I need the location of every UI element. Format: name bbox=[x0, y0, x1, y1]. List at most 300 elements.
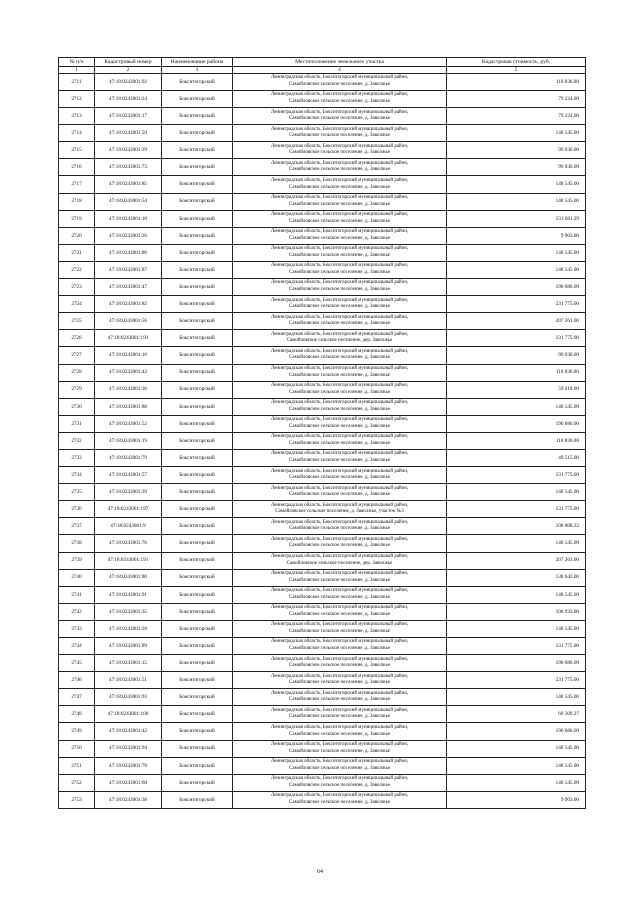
row-number-cell: 2727 bbox=[59, 347, 95, 364]
row-number-cell: 2738 bbox=[59, 535, 95, 552]
location-line-2: Самойловское сельское поселение, д. Заволжье bbox=[289, 714, 390, 720]
row-number-cell: 2749 bbox=[59, 723, 95, 740]
location-line-2: Самойловское сельское поселение, дер. Заволжье bbox=[286, 338, 393, 344]
location-line-2: Самойловское сельское поселение, д. Заволжье bbox=[289, 150, 390, 156]
row-number-cell: 2723 bbox=[59, 279, 95, 296]
row-number-cell: 2737 bbox=[59, 518, 95, 535]
table-row bbox=[59, 227, 586, 244]
district-name-cell: Бокситогорский bbox=[162, 176, 233, 193]
location-line-2: Самойловское сельское поселение, д. Заволжье bbox=[289, 167, 390, 173]
location-line-1: Ленинградская область, Бокситогорский муниципальный район, bbox=[270, 143, 409, 149]
table-row bbox=[59, 210, 586, 227]
cadastral-number-cell: 47:18:0243001:17 bbox=[95, 108, 162, 125]
district-name-cell: Бокситогорский bbox=[162, 108, 233, 125]
location-line-2: Самойловское сельское поселение, д. Заволжье bbox=[289, 201, 390, 207]
location-line-2: Самойловское сельское поселение, д. Заволжье bbox=[289, 748, 390, 754]
table-row bbox=[59, 279, 586, 296]
location-line-2: Самойловское сельское поселение, д. Заволжье bbox=[289, 697, 390, 703]
district-name-cell: Бокситогорский bbox=[162, 484, 233, 501]
location-line-2: Самойловское сельское поселение, д. Заволжье bbox=[289, 799, 390, 805]
row-number-cell: 2750 bbox=[59, 740, 95, 757]
row-number-cell: 2721 bbox=[59, 244, 95, 261]
table-row bbox=[59, 791, 586, 808]
location-cell bbox=[233, 210, 447, 227]
location-line-2: Самойловское сельское поселение, д. Заволжье bbox=[289, 372, 390, 378]
table-row bbox=[59, 347, 586, 364]
district-name-cell: Бокситогорский bbox=[162, 415, 233, 432]
location-cell bbox=[233, 586, 447, 603]
cadastral-number-cell: 47:18:0243001:92 bbox=[95, 73, 162, 90]
location-line-1: Ленинградская область, Бокситогорский муниципальный район, bbox=[270, 451, 409, 457]
location-cell bbox=[233, 313, 447, 330]
cadastral-number-cell: 47:18:0243001:56 bbox=[95, 313, 162, 330]
row-number-cell: 2747 bbox=[59, 689, 95, 706]
location-line-2: Самойловское сельское поселение, д. Заволжье bbox=[289, 355, 390, 361]
cadastral-value-cell: 148 545.00 bbox=[447, 757, 586, 774]
location-line-1: Ленинградская область, Бокситогорский муниципальный район, bbox=[270, 639, 409, 645]
cadastral-value-cell: 99 030.00 bbox=[447, 159, 586, 176]
cadastral-number-cell: 47:18:0243001:76 bbox=[95, 535, 162, 552]
table-row bbox=[59, 757, 586, 774]
cadastral-number-cell: 47:18:0243001:88 bbox=[95, 398, 162, 415]
district-name-cell: Бокситогорский bbox=[162, 586, 233, 603]
table-row bbox=[59, 620, 586, 637]
location-line-1: Ленинградская область, Бокситогорский муниципальный район, bbox=[270, 229, 409, 235]
header-cadastral-number: Кадастровый номер bbox=[95, 58, 162, 67]
district-name-cell: Бокситогорский bbox=[162, 347, 233, 364]
location-line-2: Самойловское сельское поселение, д. Заволжье bbox=[289, 440, 390, 446]
location-line-2: Самойловское сельское поселение, дер. Заволжье bbox=[286, 560, 393, 566]
location-line-2: Самойловское сельское поселение, д. Заволжье bbox=[289, 782, 390, 788]
cadastral-number-cell: 47:18:0243001:35 bbox=[95, 603, 162, 620]
row-number-cell: 2733 bbox=[59, 449, 95, 466]
location-line-2: Самойловское сельское поселение, д. Заволжье bbox=[289, 184, 390, 190]
location-cell bbox=[233, 176, 447, 193]
cadastral-number-cell: 47:18:0243001:28 bbox=[95, 620, 162, 637]
location-cell bbox=[233, 296, 447, 313]
row-number-cell: 2751 bbox=[59, 757, 95, 774]
district-name-cell: Бокситогорский bbox=[162, 552, 233, 569]
cadastral-number-cell: 47:18:0243001:39 bbox=[95, 484, 162, 501]
table-row bbox=[59, 142, 586, 159]
district-name-cell: Бокситогорский bbox=[162, 620, 233, 637]
location-cell bbox=[233, 193, 447, 210]
location-line-2: Самойловское сельское поселение, д. Заволжье bbox=[289, 765, 390, 771]
table-row bbox=[59, 518, 586, 535]
cadastral-value-cell: 148 545.00 bbox=[447, 244, 586, 261]
cadastral-table-sheet bbox=[58, 57, 585, 809]
location-line-1: Ленинградская область, Бокситогорский муниципальный район, bbox=[270, 707, 409, 713]
location-line-2: Самойловское сельское поселение, д. Заволжье bbox=[289, 218, 390, 224]
location-cell bbox=[233, 774, 447, 791]
cadastral-number-cell: 47:18:0243001:19 bbox=[95, 432, 162, 449]
cadastral-value-cell: 9 903.00 bbox=[447, 227, 586, 244]
location-cell bbox=[233, 484, 447, 501]
location-line-1: Ленинградская область, Бокситогорский муниципальный район, bbox=[270, 502, 409, 508]
location-line-1: Ленинградская область, Бокситогорский муниципальный район, bbox=[270, 742, 409, 748]
cadastral-number-cell: 47:18:0243001:93 bbox=[95, 689, 162, 706]
table-row bbox=[59, 774, 586, 791]
cadastral-number-cell: 47:18:0243001:59 bbox=[95, 125, 162, 142]
location-line-2: Самойловское сельское поселение, д. Заволжье bbox=[289, 389, 390, 395]
cadastral-value-cell: 99 030.00 bbox=[447, 347, 586, 364]
cadastral-number-cell: 47:18:0243001:47 bbox=[95, 279, 162, 296]
cadastral-number-cell: 47:18:0243001:54 bbox=[95, 193, 162, 210]
row-number-cell: 2735 bbox=[59, 484, 95, 501]
district-name-cell: Бокситогорский bbox=[162, 244, 233, 261]
header-district-name: Наименование района bbox=[162, 58, 233, 67]
location-cell bbox=[233, 620, 447, 637]
location-cell bbox=[233, 279, 447, 296]
row-number-cell: 2729 bbox=[59, 381, 95, 398]
cadastral-number-cell: 47:18:0243001:82 bbox=[95, 296, 162, 313]
table-row bbox=[59, 689, 586, 706]
location-cell bbox=[233, 791, 447, 808]
district-name-cell: Бокситогорский bbox=[162, 757, 233, 774]
cadastral-value-cell: 231 775.00 bbox=[447, 501, 586, 518]
table-row bbox=[59, 364, 586, 381]
cadastral-number-cell: 47:18:0243001:80 bbox=[95, 569, 162, 586]
location-line-2: Самойловское сельское поселение, д. Заволжье bbox=[289, 235, 390, 241]
district-name-cell: Бокситогорский bbox=[162, 398, 233, 415]
cadastral-value-cell: 148 545.00 bbox=[447, 261, 586, 278]
location-line-2: Самойловское сельское поселение, д. Заволжье bbox=[289, 116, 390, 122]
location-line-1: Ленинградская область, Бокситогорский муниципальный район, bbox=[270, 314, 409, 320]
location-cell bbox=[233, 432, 447, 449]
location-line-2: Самойловское сельское поселение, д. Заволжье bbox=[289, 475, 390, 481]
location-line-1: Ленинградская область, Бокситогорский муниципальный район, bbox=[270, 519, 409, 525]
location-line-2: Самойловское сельское поселение, д. Заволжье bbox=[289, 577, 390, 583]
district-name-cell: Бокситогорский bbox=[162, 638, 233, 655]
district-name-cell: Бокситогорский bbox=[162, 91, 233, 108]
cadastral-value-cell: 231 775.00 bbox=[447, 330, 586, 347]
cadastral-number-cell: 47:18:0243001:57 bbox=[95, 467, 162, 484]
cadastral-value-cell: 9 903.00 bbox=[447, 791, 586, 808]
cadastral-number-cell: 47:18:0243001:191 bbox=[95, 552, 162, 569]
district-name-cell: Бокситогорский bbox=[162, 569, 233, 586]
district-name-cell: Бокситогорский bbox=[162, 774, 233, 791]
district-name-cell: Бокситогорский bbox=[162, 449, 233, 466]
location-line-2: Самойловское сельское поселение, д. Заволжье bbox=[289, 423, 390, 429]
cadastral-number-cell: 47:18:0243001:197 bbox=[95, 501, 162, 518]
cadastral-number-cell: 47:18:0243001:79 bbox=[95, 449, 162, 466]
cadastral-value-cell: 207 261.00 bbox=[447, 313, 586, 330]
district-name-cell: Бокситогорский bbox=[162, 330, 233, 347]
location-cell bbox=[233, 398, 447, 415]
row-number-cell: 2748 bbox=[59, 706, 95, 723]
location-line-1: Ленинградская область, Бокситогорский муниципальный район, bbox=[270, 400, 409, 406]
row-number-cell: 2731 bbox=[59, 415, 95, 432]
location-line-1: Ленинградская область, Бокситогорский муниципальный район, bbox=[270, 622, 409, 628]
cadastral-number-cell: 47:18:0243001:91 bbox=[95, 586, 162, 603]
location-line-1: Ленинградская область, Бокситогорский муниципальный район, bbox=[270, 365, 409, 371]
cadastral-number-cell: 47:18:0243001:193 bbox=[95, 330, 162, 347]
row-number-cell: 2726 bbox=[59, 330, 95, 347]
location-line-2: Самойловское сельское поселение, д. Заволжье, участок №3 bbox=[275, 509, 404, 515]
location-line-1: Ленинградская область, Бокситогорский муниципальный район, bbox=[270, 724, 409, 730]
location-line-1: Ленинградская область, Бокситогорский муниципальный район, bbox=[270, 759, 409, 765]
location-line-1: Ленинградская область, Бокситогорский муниципальный район, bbox=[270, 297, 409, 303]
district-name-cell: Бокситогорский bbox=[162, 501, 233, 518]
location-line-1: Ленинградская область, Бокситогорский муниципальный район, bbox=[270, 177, 409, 183]
location-cell bbox=[233, 227, 447, 244]
district-name-cell: Бокситогорский bbox=[162, 142, 233, 159]
cadastral-value-cell: 108 808.22 bbox=[447, 518, 586, 535]
row-number-cell: 2728 bbox=[59, 364, 95, 381]
table-row bbox=[59, 108, 586, 125]
row-number-cell: 2752 bbox=[59, 774, 95, 791]
table-row bbox=[59, 313, 586, 330]
table-row bbox=[59, 569, 586, 586]
cadastral-value-cell: 60 309.27 bbox=[447, 706, 586, 723]
location-cell bbox=[233, 672, 447, 689]
cadastral-number-cell: 47:18:0243001:73 bbox=[95, 159, 162, 176]
table-row bbox=[59, 330, 586, 347]
location-cell bbox=[233, 415, 447, 432]
cadastral-value-cell: 99 030.00 bbox=[447, 142, 586, 159]
location-line-1: Ленинградская область, Бокситогорский муниципальный район, bbox=[270, 348, 409, 354]
row-number-cell: 2741 bbox=[59, 586, 95, 603]
row-number-cell: 2722 bbox=[59, 261, 95, 278]
location-line-1: Ленинградская область, Бокситогорский муниципальный район, bbox=[270, 656, 409, 662]
district-name-cell: Бокситогорский bbox=[162, 689, 233, 706]
location-line-1: Ленинградская область, Бокситогорский муниципальный район, bbox=[270, 605, 409, 611]
district-name-cell: Бокситогорский bbox=[162, 672, 233, 689]
cadastral-number-cell: 47:18:0243001:52 bbox=[95, 415, 162, 432]
location-line-2: Самойловское сельское поселение, д. Заволжье bbox=[289, 321, 390, 327]
table-row bbox=[59, 381, 586, 398]
location-cell bbox=[233, 757, 447, 774]
location-line-1: Ленинградская область, Бокситогорский муниципальный район, bbox=[270, 246, 409, 252]
cadastral-value-cell: 231 775.00 bbox=[447, 672, 586, 689]
table-row bbox=[59, 501, 586, 518]
table-row bbox=[59, 176, 586, 193]
location-line-1: Ленинградская область, Бокситогорский муниципальный район, bbox=[270, 126, 409, 132]
table-column-number-row bbox=[59, 66, 586, 73]
location-line-2: Самойловское сельское поселение, д. Заволжье bbox=[289, 680, 390, 686]
location-cell bbox=[233, 244, 447, 261]
cadastral-value-cell: 108 933.00 bbox=[447, 603, 586, 620]
table-row bbox=[59, 296, 586, 313]
row-number-cell: 2724 bbox=[59, 296, 95, 313]
district-name-cell: Бокситогорский bbox=[162, 706, 233, 723]
row-number-cell: 2739 bbox=[59, 552, 95, 569]
cadastral-value-cell: 59 418.00 bbox=[447, 381, 586, 398]
table-row bbox=[59, 672, 586, 689]
location-cell bbox=[233, 723, 447, 740]
cadastral-number-cell: 47:18:0243001:15 bbox=[95, 655, 162, 672]
row-number-cell: 2711 bbox=[59, 73, 95, 90]
cadastral-number-cell: 47:18:0243001:10 bbox=[95, 210, 162, 227]
district-name-cell: Бокситогорский bbox=[162, 227, 233, 244]
row-number-cell: 2715 bbox=[59, 142, 95, 159]
location-cell bbox=[233, 142, 447, 159]
district-name-cell: Бокситогорский bbox=[162, 723, 233, 740]
location-cell bbox=[233, 467, 447, 484]
row-number-cell: 2714 bbox=[59, 125, 95, 142]
cadastral-number-cell: 47:18:0243001:38 bbox=[95, 791, 162, 808]
row-number-cell: 2745 bbox=[59, 655, 95, 672]
location-cell bbox=[233, 91, 447, 108]
row-number-cell: 2713 bbox=[59, 108, 95, 125]
location-cell bbox=[233, 449, 447, 466]
cadastral-number-cell: 47:18:0243001:24 bbox=[95, 91, 162, 108]
location-line-2: Самойловское сельское поселение, д. Заволжье bbox=[289, 252, 390, 258]
location-line-1: Ленинградская область, Бокситогорский муниципальный район, bbox=[270, 536, 409, 542]
location-cell bbox=[233, 706, 447, 723]
location-line-1: Ленинградская область, Бокситогорский муниципальный район, bbox=[270, 75, 409, 81]
location-cell bbox=[233, 501, 447, 518]
table-row bbox=[59, 159, 586, 176]
cadastral-value-cell: 148 545.00 bbox=[447, 620, 586, 637]
cadastral-number-cell: 47:18:0243001:78 bbox=[95, 757, 162, 774]
table-row bbox=[59, 244, 586, 261]
row-number-cell: 2712 bbox=[59, 91, 95, 108]
location-cell bbox=[233, 159, 447, 176]
location-line-1: Ленинградская область, Бокситогорский муниципальный район, bbox=[270, 160, 409, 166]
row-number-cell: 2717 bbox=[59, 176, 95, 193]
row-number-cell: 2720 bbox=[59, 227, 95, 244]
table-row bbox=[59, 467, 586, 484]
page-number: 64 bbox=[317, 869, 323, 875]
table-row bbox=[59, 193, 586, 210]
row-number-cell: 2716 bbox=[59, 159, 95, 176]
district-name-cell: Бокситогорский bbox=[162, 313, 233, 330]
location-cell bbox=[233, 347, 447, 364]
location-line-2: Самойловское сельское поселение, д. Заволжье bbox=[289, 492, 390, 498]
location-line-1: Ленинградская область, Бокситогорский муниципальный район, bbox=[270, 383, 409, 389]
cadastral-number-cell: 47:18:0243001:42 bbox=[95, 723, 162, 740]
row-number-cell: 2740 bbox=[59, 569, 95, 586]
location-line-1: Ленинградская область, Бокситогорский муниципальный район, bbox=[270, 468, 409, 474]
table-row bbox=[59, 706, 586, 723]
location-line-2: Самойловское сельское поселение, д. Заволжье bbox=[289, 406, 390, 412]
location-cell bbox=[233, 552, 447, 569]
district-name-cell: Бокситогорский bbox=[162, 467, 233, 484]
location-line-2: Самойловское сельское поселение, д. Заволжье bbox=[289, 526, 390, 532]
cadastral-value-cell: 148 545.00 bbox=[447, 535, 586, 552]
column-number: 2 bbox=[95, 66, 162, 73]
location-line-1: Ленинградская область, Бокситогорский муниципальный район, bbox=[270, 280, 409, 286]
column-number: 4 bbox=[233, 66, 447, 73]
district-name-cell: Бокситогорский bbox=[162, 210, 233, 227]
cadastral-value-cell: 148 545.00 bbox=[447, 125, 586, 142]
cadastral-value-cell: 118 836.00 bbox=[447, 432, 586, 449]
cadastral-number-cell: 47:18:0243001:86 bbox=[95, 244, 162, 261]
location-line-1: Ленинградская область, Бокситогорский муниципальный район, bbox=[270, 588, 409, 594]
location-line-1: Ленинградская область, Бокситогорский муниципальный район, bbox=[270, 553, 409, 559]
cadastral-value-cell: 190 686.00 bbox=[447, 723, 586, 740]
location-line-2: Самойловское сельское поселение, д. Заволжье bbox=[289, 287, 390, 293]
cadastral-value-cell: 138 642.00 bbox=[447, 569, 586, 586]
location-line-1: Ленинградская область, Бокситогорский муниципальный район, bbox=[270, 485, 409, 491]
location-line-2: Самойловское сельское поселение, д. Заволжье bbox=[289, 646, 390, 652]
cadastral-number-cell: 47:18:0243001:51 bbox=[95, 672, 162, 689]
district-name-cell: Бокситогорский bbox=[162, 296, 233, 313]
location-cell bbox=[233, 261, 447, 278]
location-cell bbox=[233, 740, 447, 757]
cadastral-number-cell: 47:18:0243001:29 bbox=[95, 142, 162, 159]
district-name-cell: Бокситогорский bbox=[162, 603, 233, 620]
district-name-cell: Бокситогорский bbox=[162, 364, 233, 381]
row-number-cell: 2753 bbox=[59, 791, 95, 808]
location-line-2: Самойловское сельское поселение, д. Заволжье bbox=[289, 99, 390, 105]
location-line-2: Самойловское сельское поселение, д. Заволжье bbox=[289, 594, 390, 600]
table-row bbox=[59, 535, 586, 552]
table-row bbox=[59, 415, 586, 432]
table-row bbox=[59, 603, 586, 620]
location-cell bbox=[233, 364, 447, 381]
location-line-1: Ленинградская область, Бокситогорский муниципальный район, bbox=[270, 331, 409, 337]
cadastral-number-cell: 47:18:0243001:100 bbox=[95, 706, 162, 723]
cadastral-value-cell: 148 545.00 bbox=[447, 774, 586, 791]
location-line-1: Ленинградская область, Бокситогорский муниципальный район, bbox=[270, 195, 409, 201]
table-row bbox=[59, 638, 586, 655]
location-line-2: Самойловское сельское поселение, д. Заволжье bbox=[289, 543, 390, 549]
district-name-cell: Бокситогорский bbox=[162, 73, 233, 90]
cadastral-number-cell: 47:18:0243001:16 bbox=[95, 347, 162, 364]
location-cell bbox=[233, 125, 447, 142]
location-cell bbox=[233, 73, 447, 90]
cadastral-value-cell: 118 836.00 bbox=[447, 73, 586, 90]
table-row bbox=[59, 261, 586, 278]
cadastral-value-cell: 148 545.00 bbox=[447, 176, 586, 193]
district-name-cell: Бокситогорский bbox=[162, 261, 233, 278]
table-row bbox=[59, 125, 586, 142]
location-line-2: Самойловское сельское поселение, д. Заволжье bbox=[289, 611, 390, 617]
district-name-cell: Бокситогорский bbox=[162, 125, 233, 142]
location-cell bbox=[233, 638, 447, 655]
location-cell bbox=[233, 330, 447, 347]
row-number-cell: 2725 bbox=[59, 313, 95, 330]
location-line-1: Ленинградская область, Бокситогорский муниципальный район, bbox=[270, 109, 409, 115]
location-line-1: Ленинградская область, Бокситогорский муниципальный район, bbox=[270, 776, 409, 782]
district-name-cell: Бокситогорский bbox=[162, 740, 233, 757]
location-line-1: Ленинградская область, Бокситогорский муниципальный район, bbox=[270, 263, 409, 269]
district-name-cell: Бокситогорский bbox=[162, 381, 233, 398]
row-number-cell: 2719 bbox=[59, 210, 95, 227]
cadastral-number-cell: 47:18:0243001:42 bbox=[95, 364, 162, 381]
cadastral-value-cell: 148 545.00 bbox=[447, 193, 586, 210]
cadastral-value-cell: 148 545.00 bbox=[447, 689, 586, 706]
location-line-1: Ленинградская область, Бокситогорский муниципальный район, bbox=[270, 417, 409, 423]
cadastral-number-cell: 47:18:0243001:36 bbox=[95, 381, 162, 398]
table-row bbox=[59, 723, 586, 740]
cadastral-value-cell: 49 515.00 bbox=[447, 449, 586, 466]
column-number: 1 bbox=[59, 66, 95, 73]
cadastral-number-cell: 47:18:0243001:94 bbox=[95, 740, 162, 757]
table-row bbox=[59, 740, 586, 757]
table-row bbox=[59, 91, 586, 108]
cadastral-value-cell: 190 680.00 bbox=[447, 655, 586, 672]
location-cell bbox=[233, 655, 447, 672]
cadastral-value-cell: 190 686.00 bbox=[447, 415, 586, 432]
location-cell bbox=[233, 569, 447, 586]
row-number-cell: 2743 bbox=[59, 620, 95, 637]
cadastral-number-cell: 47:18:0243001:89 bbox=[95, 638, 162, 655]
header-location: Местоположение земельного участка bbox=[233, 58, 447, 67]
location-line-2: Самойловское сельское поселение, д. Заволжье bbox=[289, 628, 390, 634]
district-name-cell: Бокситогорский bbox=[162, 432, 233, 449]
location-line-2: Самойловское сельское поселение, д. Заволжье bbox=[289, 663, 390, 669]
table-row bbox=[59, 655, 586, 672]
cadastral-number-cell: 47:18:0243001:85 bbox=[95, 176, 162, 193]
district-name-cell: Бокситогорский bbox=[162, 535, 233, 552]
table-row bbox=[59, 432, 586, 449]
table-body bbox=[59, 73, 586, 808]
district-name-cell: Бокситогорский bbox=[162, 518, 233, 535]
location-cell bbox=[233, 108, 447, 125]
